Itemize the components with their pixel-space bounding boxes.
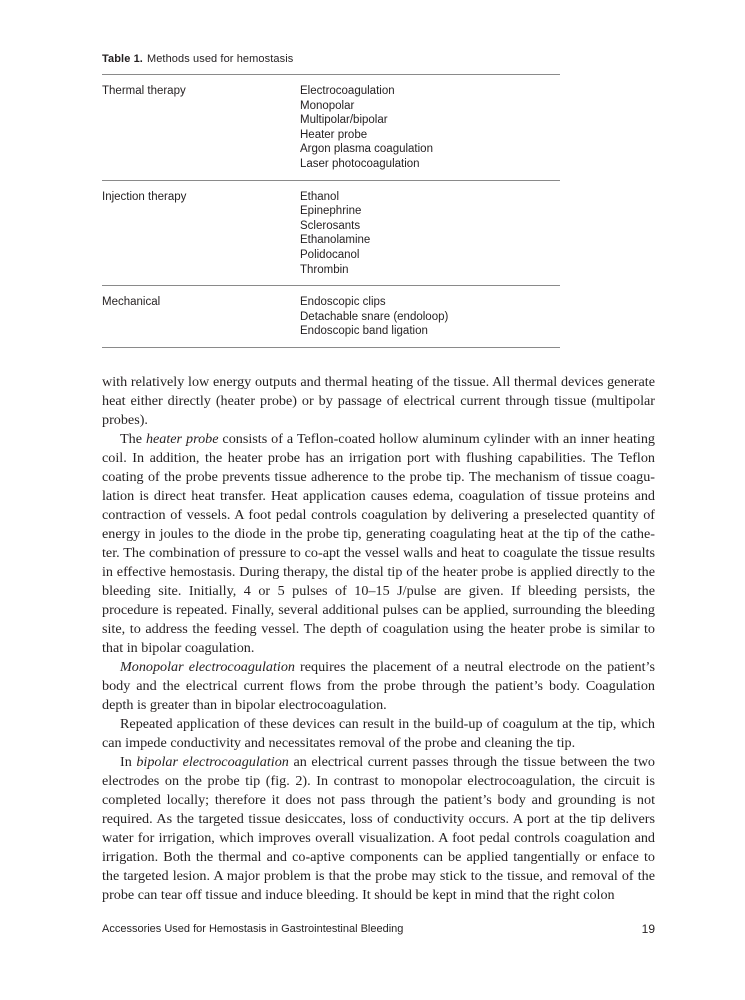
emphasis-term: bipolar electrocoagulation <box>136 754 289 771</box>
paragraph <box>102 715 655 753</box>
table-item: Polidocanol <box>300 248 360 261</box>
page-number: 19 <box>641 922 655 936</box>
table-item: Endoscopic band ligation <box>300 325 428 338</box>
table-row <box>102 285 560 347</box>
table-row-category: Thermal therapy <box>102 85 186 97</box>
paragraph <box>102 373 655 430</box>
paragraph-text: an electrical current passes through the tissue between the two electrodes on the probe tip (fig. 2). In contrast to monopolar electrocoagulation, the circuit is completed locally; therefore it does not pass through the patient’s body and grounding is not required. As the targeted tissue desiccates, loss of conductivity occurs. A port at the tip delivers water for irrigation, which improves overall visualization. A foot pedal controls coagulation and irrigation. Both the thermal and co-aptive components can be applied tangentially or enface to the targeted lesion. A major problem is that the probe may stick to the tissue, and removal of the probe can tear off tissue and induce bleeding. It should be kept in mind that the right colon <box>102 754 655 904</box>
table-item: Epinephrine <box>300 205 362 218</box>
table-item: Heater probe <box>300 128 368 141</box>
paragraph-text: requires the placement of a neutral electrode on the patient’s body and the electrical current flows from the probe through the patient’s body. Coagulation depth is greater than in bipolar electrocoagulation. <box>102 659 655 714</box>
table-caption-label: Table 1. <box>102 53 143 65</box>
paragraph-text: consists of a Teflon-coated hollow aluminum cylinder with an inner heating coil. In addition, the heater probe has an irrigation port with flushing capabilities. The Teflon coating of the probe prevents tissue adherence to the probe tip. The mechanism of tissue coagulation is direct heat transfer. Heat application causes edema, coagulation of tissue proteins and contraction of vessels. A foot pedal controls coagulation by delivering a preselected quantity of energy in joules to the diode in the probe tip, generating coagulating heat at the tip of the catheter. The combination of pressure to co-apt the vessel walls and heat to coagulate the tissue results in effective hemostasis. During therapy, the distal tip of the heater probe is applied directly to the bleeding site. Initially, 4 or 5 pulses of 10–15 J/pulse are given. If bleeding persists, the procedure is repeated. Finally, several additional pulses can be applied, surrounding the bleeding site, to address the feeding vessel. The depth of coagulation using the heater probe is similar to that in bipolar coagulation. <box>102 431 655 657</box>
table-item: Ethanolamine <box>300 234 371 247</box>
table-row <box>102 75 560 180</box>
table-item: Monopolar <box>300 99 355 112</box>
paragraph-text: with relatively low energy outputs and thermal heating of the tissue. All thermal devices generate heat either directly (heater probe) or by passage of electrical current through tissue (multipolar probes). <box>102 374 655 429</box>
table-row <box>102 180 560 286</box>
running-title: Accessories Used for Hemostasis in Gastrointestinal Bleeding <box>102 923 404 935</box>
page-footer <box>102 922 655 936</box>
table-caption-text: Methods used for hemostasis <box>146 53 294 65</box>
table-item: Multipolar/bipolar <box>300 114 388 127</box>
emphasis-term: heater probe <box>145 431 219 448</box>
paragraph-text: In <box>120 754 137 771</box>
emphasis-term: Monopolar electrocoagulation <box>120 659 295 676</box>
body-text <box>102 373 655 905</box>
paragraph <box>102 430 655 658</box>
table-item: Ethanol <box>300 190 340 203</box>
paragraph <box>102 753 655 905</box>
table-item: Argon plasma coagulation <box>300 143 433 156</box>
table-row-items <box>300 295 560 339</box>
methods-table <box>102 74 560 348</box>
table-row-category: Mechanical <box>102 296 161 309</box>
table-item: Thrombin <box>300 263 349 276</box>
table-caption <box>102 52 293 66</box>
paragraph-text: The <box>120 431 146 448</box>
table-item: Electrocoagulation <box>300 85 395 97</box>
table-item: Endoscopic clips <box>300 296 386 309</box>
paragraph <box>102 658 655 715</box>
table-item: Sclerosants <box>300 219 361 232</box>
table-item: Laser photocoagulation <box>300 157 420 170</box>
table-row-items <box>300 190 560 278</box>
table-item: Detachable snare (endoloop) <box>300 310 449 323</box>
table-row-items <box>300 84 560 172</box>
table-row-category: Injection therapy <box>102 190 187 203</box>
paragraph-text: Repeated application of these devices can result in the build-up of coagulum at the tip, which can impede conductivity and necessitates removal of the probe and cleaning the tip. <box>102 716 655 752</box>
